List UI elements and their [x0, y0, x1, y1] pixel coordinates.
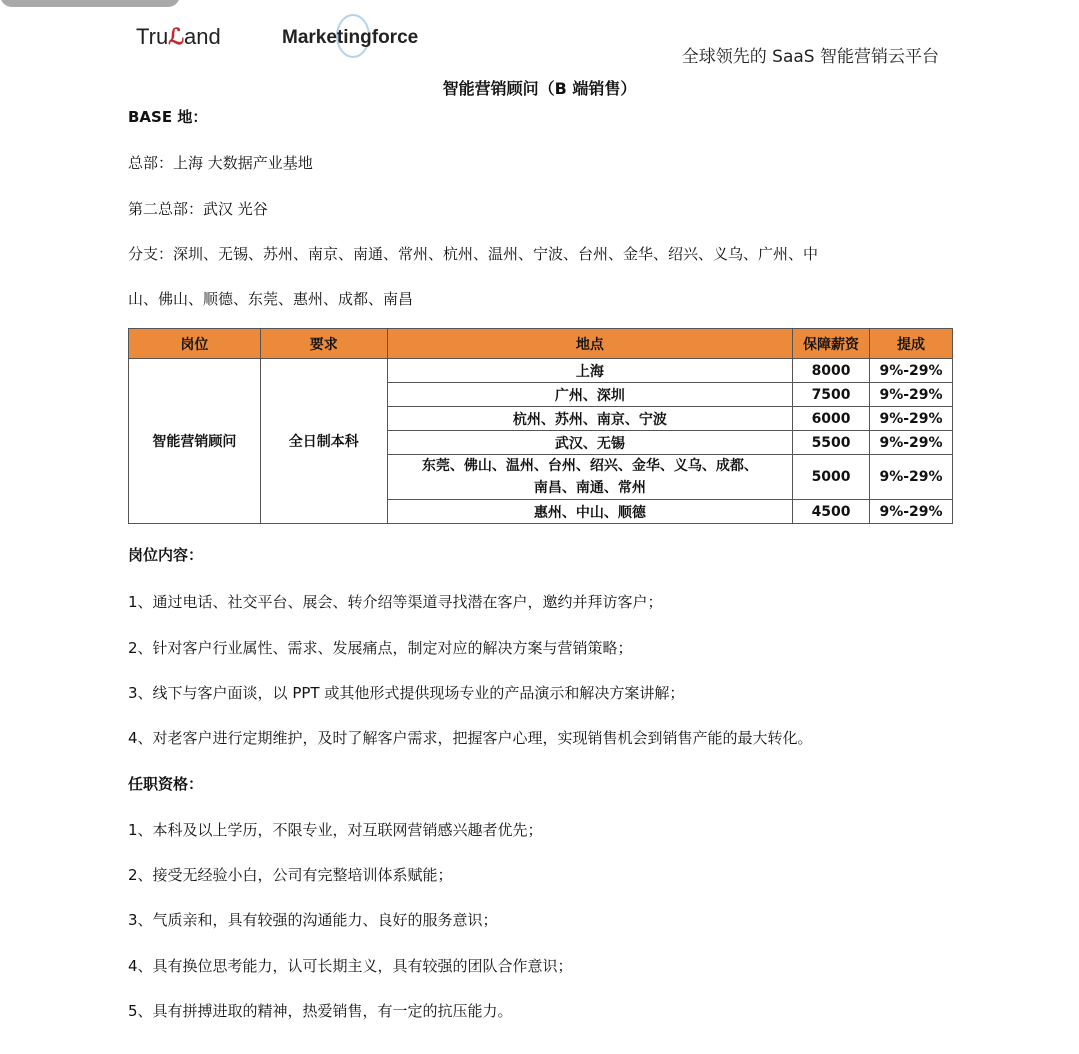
salary-cell: 6000 — [793, 407, 870, 431]
commission-cell: 9%-29% — [870, 431, 953, 455]
branches-text: 分支：深圳、无锡、苏州、南京、南通、常州、杭州、温州、宁波、台州、金华、绍兴、义乌、广州、中 — [128, 245, 819, 263]
position-cell: 智能营销顾问 — [129, 359, 261, 524]
salary-cell: 8000 — [793, 359, 870, 383]
duties-heading: 岗位内容： — [128, 546, 204, 564]
salary-cell: 7500 — [793, 383, 870, 407]
location-cell: 东莞、佛山、温州、台州、绍兴、金华、义乌、成都、南昌、南通、常州 — [387, 455, 792, 500]
requirement-cell: 全日制本科 — [260, 359, 387, 524]
qualification-item: 3、气质亲和，具有较强的沟通能力、良好的服务意识； — [128, 911, 498, 929]
qualification-item: 4、具有换位思考能力，认可长期主义，具有较强的团队合作意识； — [128, 957, 573, 975]
truland-logo: Truℒand — [136, 24, 221, 49]
tagline: 全球领先的 SaaS 智能营销云平台 — [681, 47, 939, 67]
duty-item: 3、线下与客户面谈，以 PPT 或其他形式提供现场专业的产品演示和解决方案讲解； — [128, 684, 685, 702]
hq-text: 总部：上海 大数据产业基地 — [128, 154, 313, 172]
header-cell: 提成 — [870, 329, 953, 359]
qualifications-heading: 任职资格： — [128, 775, 204, 793]
salary-table — [128, 328, 953, 524]
qualification-item: 5、具有拼搏进取的精神，热爱销售，有一定的抗压能力。 — [128, 1002, 513, 1020]
salary-cell: 5500 — [793, 431, 870, 455]
header-cell: 地点 — [387, 329, 792, 359]
qualification-item: 1、本科及以上学历，不限专业，对互联网营销感兴趣者优先； — [128, 821, 543, 839]
duty-item: 1、通过电话、社交平台、展会、转介绍等渠道寻找潜在客户，邀约并拜访客户； — [128, 593, 663, 611]
commission-cell: 9%-29% — [870, 455, 953, 500]
base-heading: BASE 地： — [128, 108, 208, 126]
commission-cell: 9%-29% — [870, 500, 953, 524]
branches-text-cont: 山、佛山、顺德、东莞、惠州、成都、南昌 — [128, 290, 414, 308]
commission-cell: 9%-29% — [870, 383, 953, 407]
location-cell: 武汉、无锡 — [387, 431, 792, 455]
location-cell: 上海 — [387, 359, 792, 383]
duty-item: 2、针对客户行业属性、需求、发展痛点，制定对应的解决方案与营销策略； — [128, 639, 633, 657]
page-title: 智能营销顾问（B 端销售） — [442, 79, 637, 98]
location-cell: 惠州、中山、顺德 — [387, 500, 792, 524]
commission-cell: 9%-29% — [870, 407, 953, 431]
header-cell: 岗位 — [129, 329, 261, 359]
header-cell: 要求 — [260, 329, 387, 359]
commission-cell: 9%-29% — [870, 359, 953, 383]
salary-cell: 5000 — [793, 455, 870, 500]
location-cell: 广州、深圳 — [387, 383, 792, 407]
qualification-item: 2、接受无经验小白，公司有完整培训体系赋能； — [128, 866, 453, 884]
top-overlay-bar — [0, 0, 180, 7]
salary-cell: 4500 — [793, 500, 870, 524]
hq2-text: 第二总部：武汉 光谷 — [128, 200, 268, 218]
table-row — [129, 359, 953, 383]
duty-item: 4、对老客户进行定期维护，及时了解客户需求，把握客户心理，实现销售机会到销售产能的最大转化。 — [128, 729, 813, 747]
marketingforce-logo: Marketingforce — [282, 27, 419, 48]
table-header-row — [129, 329, 953, 359]
location-cell: 杭州、苏州、南京、宁波 — [387, 407, 792, 431]
header-cell: 保障薪资 — [793, 329, 870, 359]
